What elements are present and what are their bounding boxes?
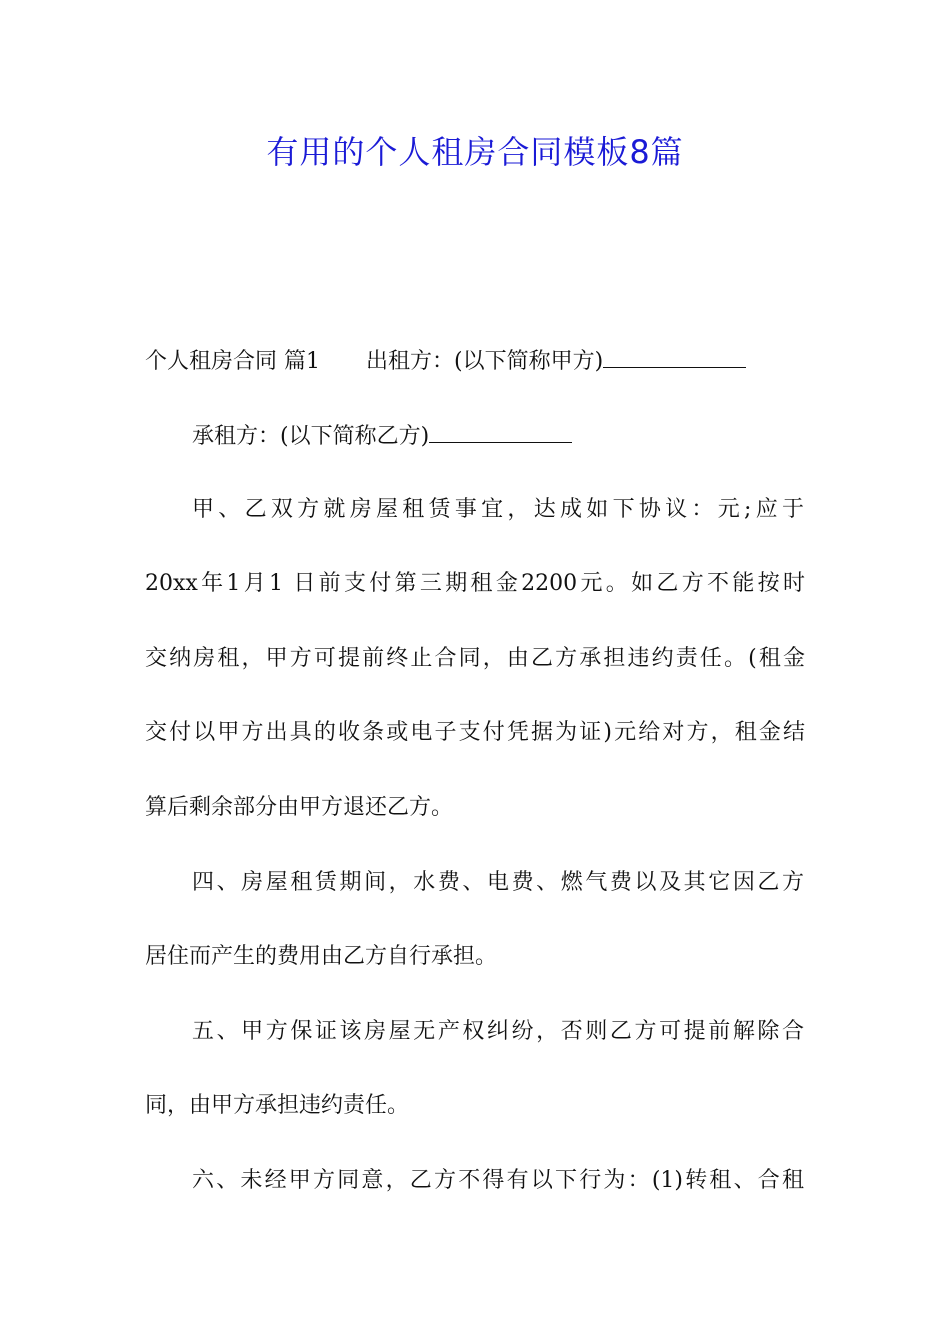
lessee-blank [429,420,572,443]
paragraph-line: 甲、乙双方就房屋租赁事宜，达成如下协议：元;应于 [192,497,804,522]
paragraph-line: 四、房屋租赁期间，水费、电费、燃气费以及其它因乙方 [192,870,804,895]
lessor-label: 出租方：(以下简称甲方) [366,349,604,374]
document-title: 有用的个人租房合同模板8篇 [266,133,684,171]
paragraph-line: 六、未经甲方同意，乙方不得有以下行为：(1)转租、合租 [192,1168,804,1193]
lessee-label: 承租方：(以下简称乙方) [192,424,430,449]
paragraph-line: 算后剩余部分由甲方退还乙方。 [145,795,454,820]
line-lessee [192,420,572,452]
paragraph-line: 五、甲方保证该房屋无产权纠纷，否则乙方可提前解除合 [192,1019,804,1044]
paragraph-line: 居住而产生的费用由乙方自行承担。 [145,944,498,969]
paragraph-line: 交纳房租，甲方可提前终止合同，由乙方承担违约责任。(租金 [145,646,805,671]
paragraph-line: 同，由甲方承担违约责任。 [145,1093,410,1118]
paragraph-line: 交付以甲方出具的收条或电子支付凭据为证)元给对方，租金结 [145,720,805,745]
section-heading: 个人租房合同 篇1 [145,349,320,374]
lessor-blank [603,345,746,368]
line-lessor [145,345,746,377]
paragraph-line: 20xx年1月1 日前支付第三期租金2200元。如乙方不能按时 [145,571,805,596]
